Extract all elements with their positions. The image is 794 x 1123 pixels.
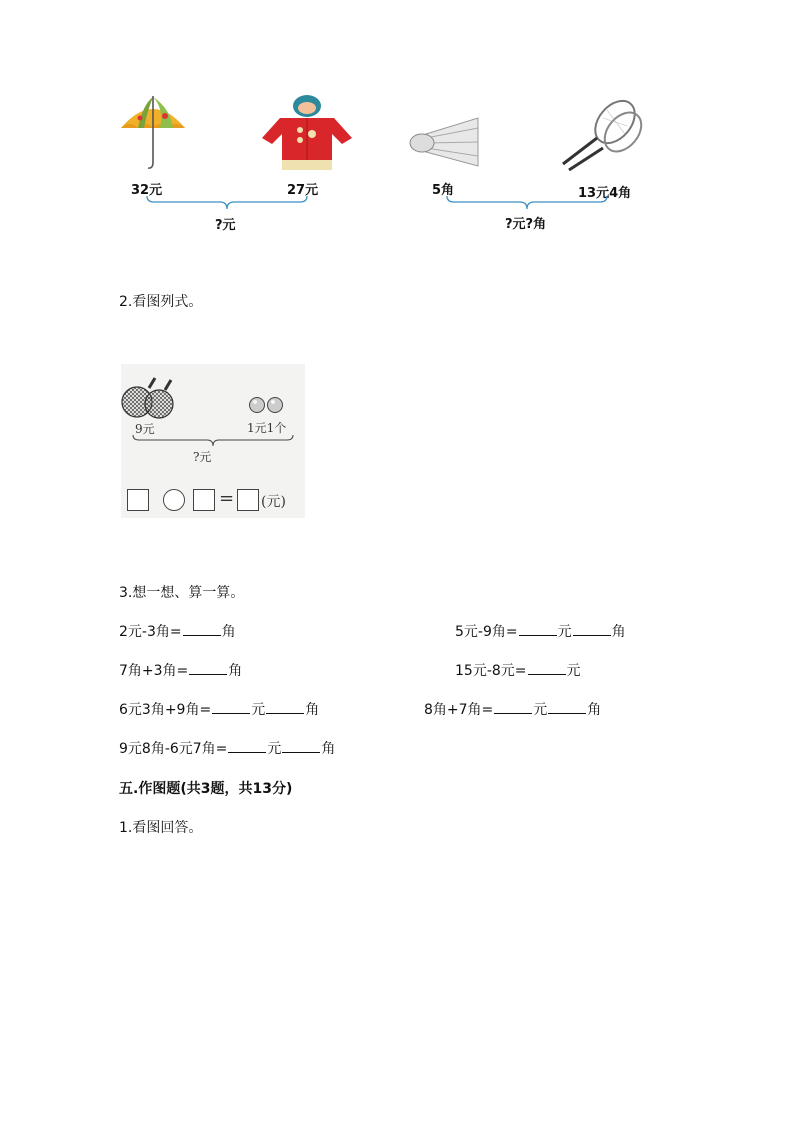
q3-row4-left (119, 738, 335, 758)
jacket-icon (260, 94, 355, 174)
umbrella-picture (118, 92, 188, 172)
expr: 7角+3角= (119, 663, 189, 679)
balls-icon (248, 396, 288, 414)
umbrella-icon (118, 92, 188, 172)
unit: 元 (566, 663, 581, 679)
q2-brace (131, 434, 295, 448)
equals-sign: = (219, 488, 235, 509)
shuttlecock-icon (408, 116, 483, 171)
left-total: ?元 (215, 218, 236, 233)
expr: 15元-8元= (455, 663, 527, 679)
answer-blank[interactable] (282, 738, 320, 753)
answer-blank[interactable] (228, 738, 266, 753)
section5-heading: 五.作图题(共3题，共13分) (119, 781, 293, 797)
section5-q1: 1.看图回答。 (119, 820, 203, 836)
answer-blank[interactable] (266, 699, 304, 714)
paddle-price: 9元 (135, 422, 155, 436)
shuttlecock-price: 5角 (432, 183, 455, 198)
operator-circle[interactable] (163, 489, 185, 511)
answer-blank[interactable] (494, 699, 532, 714)
paddles-icon (121, 374, 181, 422)
rackets-picture (553, 94, 648, 174)
unit: 角 (221, 624, 236, 640)
right-brace (444, 195, 610, 211)
q3-row1-right (455, 621, 626, 641)
right-total: ?元?角 (505, 217, 547, 232)
left-brace (144, 195, 310, 211)
answer-box-3[interactable] (237, 489, 259, 511)
expr: 8角+7角= (424, 702, 494, 718)
expr: 2元-3角= (119, 624, 182, 640)
q2-image (121, 364, 305, 518)
unit-label: (元) (261, 494, 286, 510)
q3-row2-left (119, 660, 242, 680)
answer-blank[interactable] (573, 621, 611, 636)
q3-row1-left (119, 621, 236, 641)
q3-row2-right (455, 660, 581, 680)
answer-blank[interactable] (548, 699, 586, 714)
expr: 5元-9角= (455, 624, 518, 640)
answer-blank[interactable] (528, 660, 566, 675)
q3-row3-left (119, 699, 319, 719)
rackets-icon (553, 94, 648, 174)
unit: 角 (321, 741, 336, 757)
answer-box-2[interactable] (193, 489, 215, 511)
expr: 6元3角+9角= (119, 702, 212, 718)
q3-title: 3.想一想、算一算。 (119, 585, 245, 601)
unit: 角 (305, 702, 320, 718)
shuttlecock-picture (408, 116, 483, 171)
umbrella-price: 32元 (131, 183, 163, 198)
unit: 角 (228, 663, 243, 679)
unit: 元 (251, 702, 266, 718)
jacket-price: 27元 (287, 183, 319, 198)
q2-total: ?元 (193, 450, 212, 464)
expr: 9元8角-6元7角= (119, 741, 228, 757)
ball-price: 1元1个 (247, 421, 287, 435)
unit: 角 (587, 702, 602, 718)
answer-box-1[interactable] (127, 489, 149, 511)
answer-blank[interactable] (519, 621, 557, 636)
rackets-price: 13元4角 (578, 186, 632, 201)
jacket-picture (260, 94, 355, 174)
q2-title: 2.看图列式。 (119, 294, 203, 310)
answer-blank[interactable] (183, 621, 221, 636)
unit: 角 (611, 624, 626, 640)
unit: 元 (557, 624, 572, 640)
q3-row3-right (424, 699, 601, 719)
answer-blank[interactable] (189, 660, 227, 675)
unit: 元 (267, 741, 282, 757)
unit: 元 (533, 702, 548, 718)
answer-blank[interactable] (212, 699, 250, 714)
